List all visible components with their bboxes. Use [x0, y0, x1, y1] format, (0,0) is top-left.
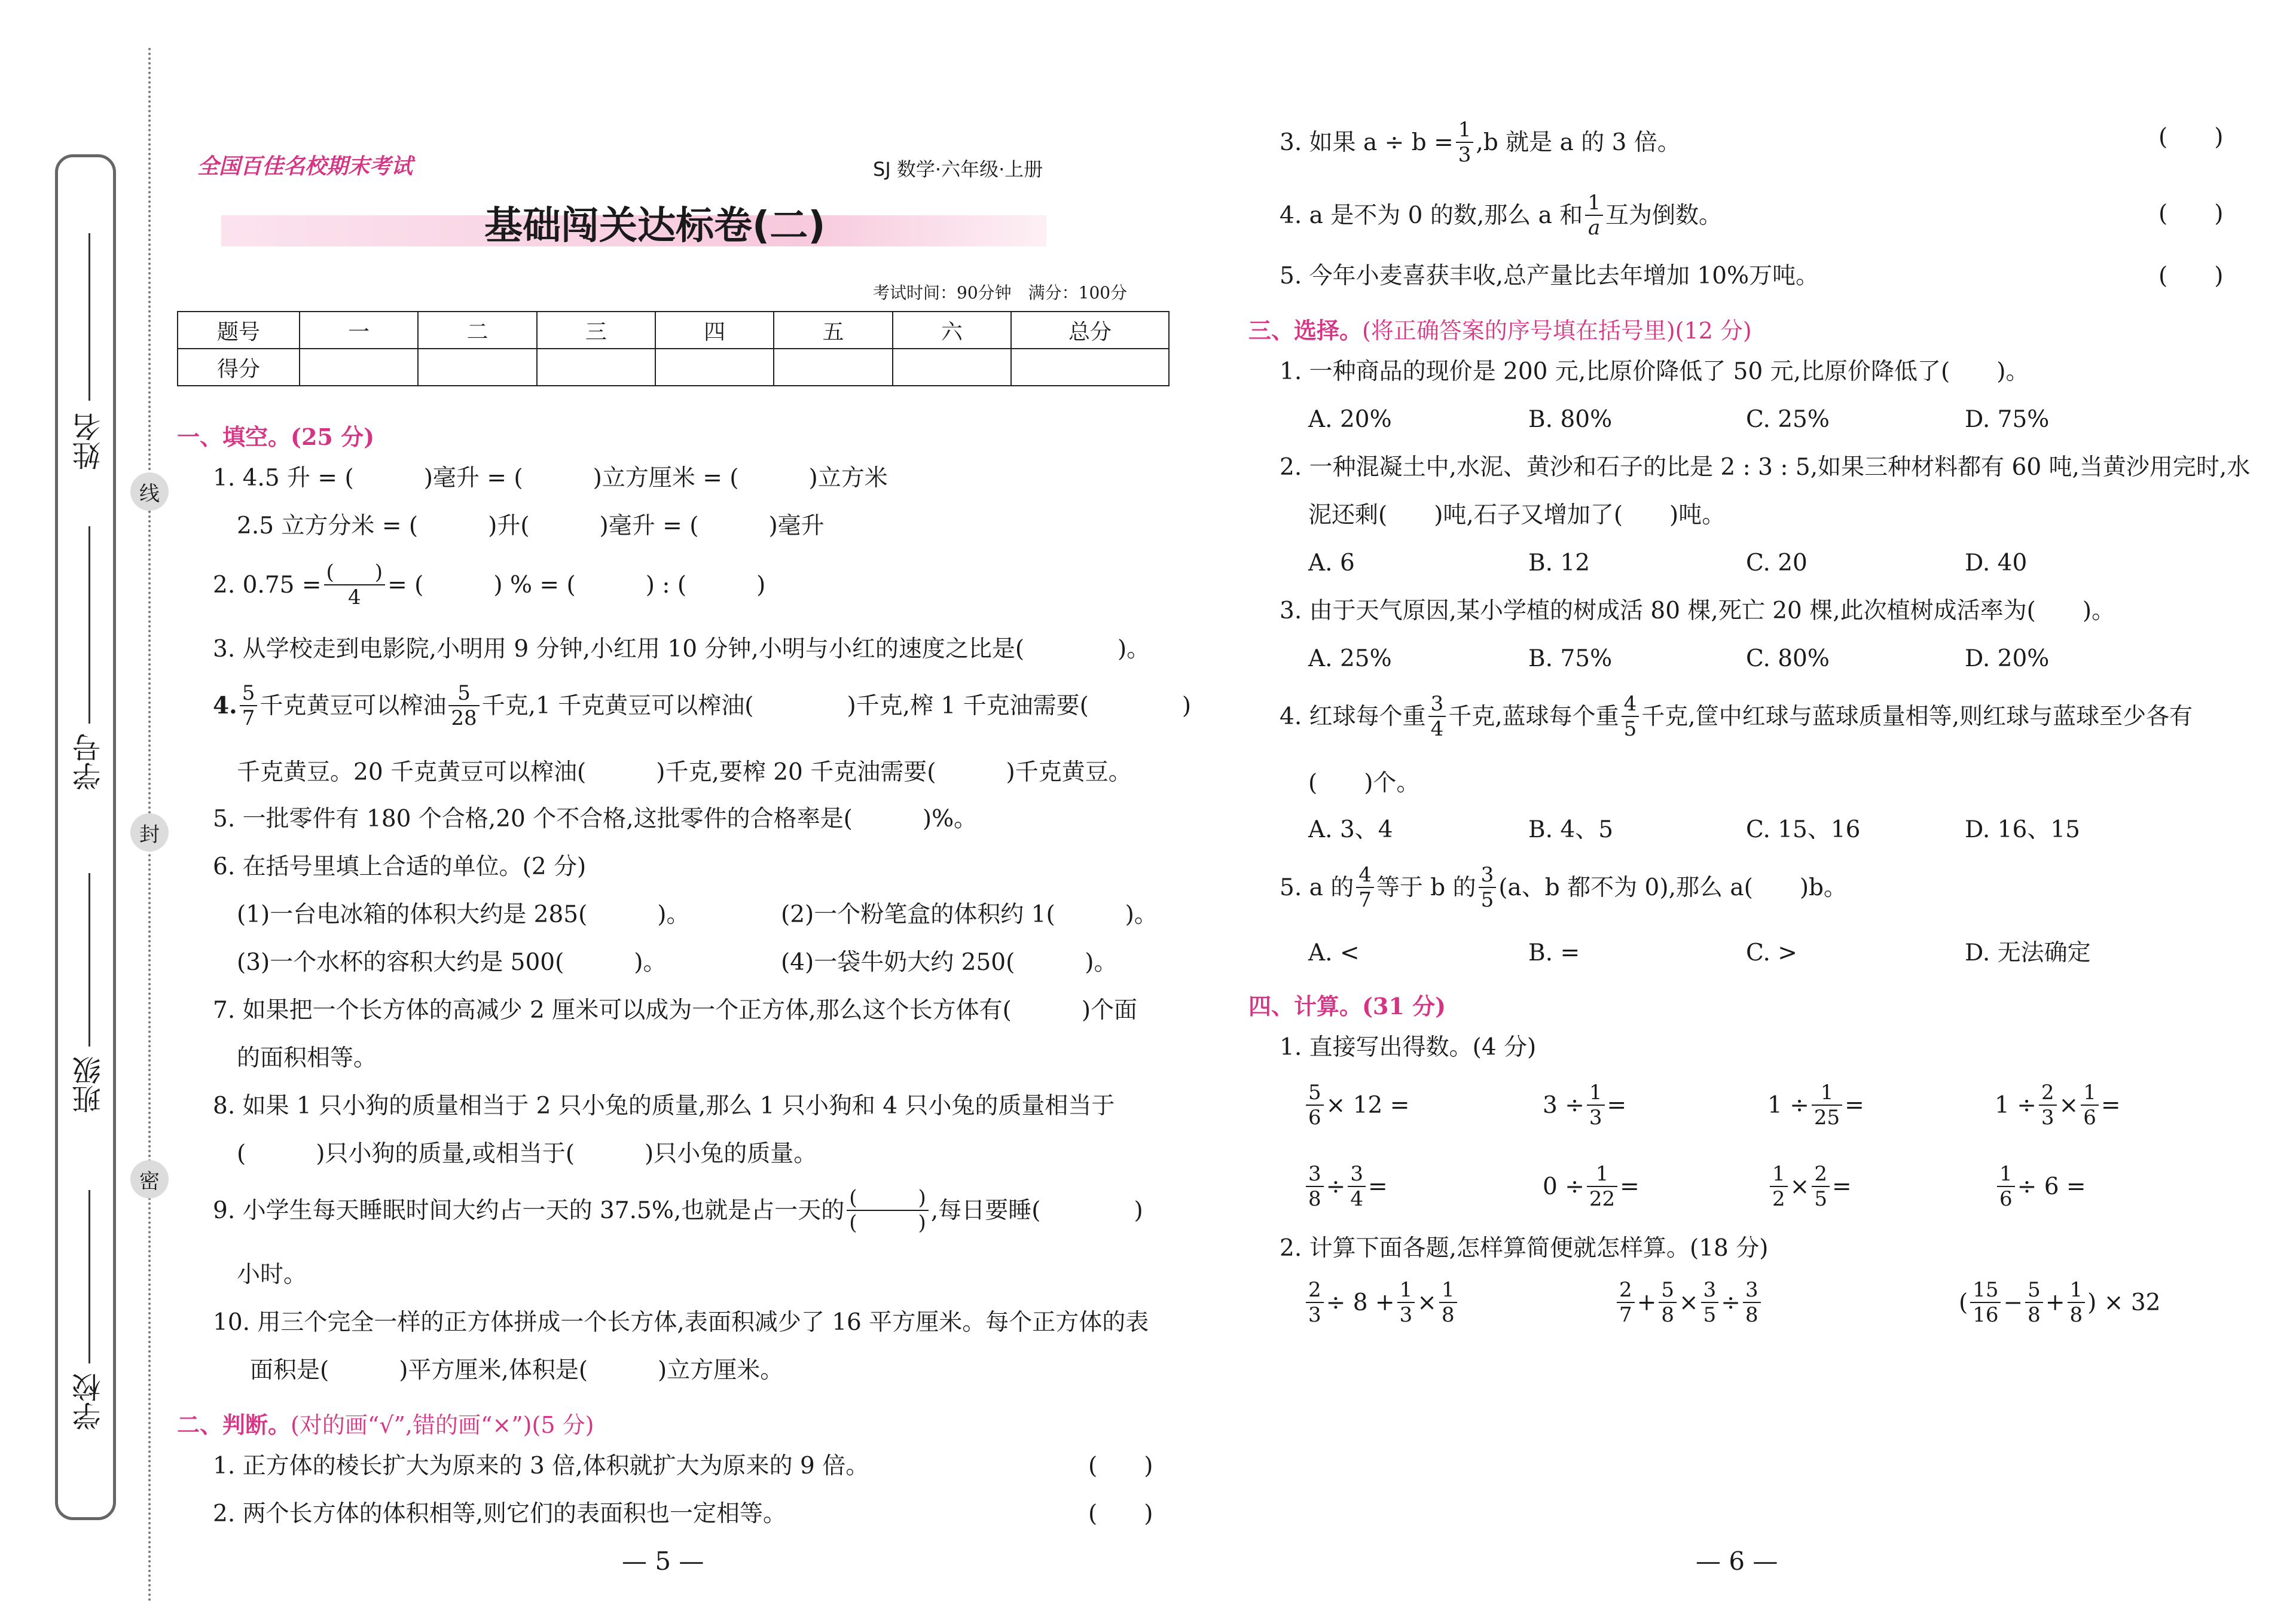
fraction-numerator: 1 — [1595, 1162, 1609, 1186]
choice-q1-option-b[interactable]: B. 80% — [1528, 406, 1613, 433]
fill-q2 — [213, 562, 765, 608]
choice-q4-option-b[interactable]: B. 4、5 — [1528, 816, 1614, 843]
fraction — [1306, 1164, 1324, 1209]
judge-q3-suffix: ,b 就是 a 的 3 倍。 — [1476, 129, 1681, 156]
choice-q4-option-c[interactable]: C. 15、16 — [1746, 816, 1861, 843]
score-cell: 题号 — [178, 312, 300, 349]
fraction — [2068, 1280, 2086, 1325]
fraction-four-fifths — [1622, 694, 1639, 739]
fraction — [1587, 1082, 1605, 1128]
fraction-numerator: 4 — [1358, 863, 1372, 887]
judge-q4-answer-paren[interactable]: ( ) — [2158, 200, 2224, 227]
fraction-denominator: 3 — [1589, 1106, 1602, 1130]
choice-q1-option-c[interactable]: C. 25% — [1746, 406, 1830, 433]
fraction-one-third — [1456, 120, 1474, 165]
score-cell: 四 — [655, 312, 774, 349]
operator: ) × 32 — [2087, 1289, 2161, 1316]
fill-q4-text2: 千克,1 千克黄豆可以榨油( )千克,榨 1 千克油需要( ) — [481, 692, 1192, 719]
fraction-denominator: 7 — [242, 706, 255, 730]
judge-q1: 1. 正方体的棱长扩大为原来的 3 倍,体积就扩大为原来的 9 倍。 — [213, 1453, 869, 1479]
section-2-title: 二、判断。 — [177, 1411, 291, 1438]
section-2-heading — [177, 1407, 594, 1439]
choice-q5 — [1280, 865, 1847, 910]
question-number: 4. — [213, 691, 237, 719]
fraction-numerator: 3 — [1480, 863, 1494, 887]
fraction-numerator: 1 — [1458, 118, 1471, 142]
seal-char-secret: 密 — [130, 1160, 169, 1198]
fraction-numerator: 1 — [1587, 191, 1601, 215]
fraction — [1348, 1164, 1366, 1209]
score-input-cell[interactable] — [1011, 349, 1169, 386]
fraction-numerator: ( ) — [849, 1186, 926, 1210]
section-2-note: (对的画“√”,错的画“×”)(5 分) — [291, 1412, 594, 1438]
choice-q4-option-d[interactable]: D. 16、15 — [1965, 816, 2080, 843]
fill-q3: 3. 从学校走到电影院,小明用 9 分钟,小红用 10 分钟,小明与小红的速度之比是( )。 — [213, 636, 1150, 663]
operator: ÷ — [1326, 1173, 1346, 1200]
choice-q2-line2: 泥还剩( )吨,石子又增加了( )吨。 — [1308, 502, 1726, 529]
fraction-denominator: 25 — [1813, 1106, 1840, 1130]
section-3-heading — [1248, 312, 1752, 345]
fraction-denominator: 4 — [1350, 1187, 1363, 1211]
fill-q7-line2: 的面积相等。 — [237, 1045, 377, 1072]
operator: − — [2003, 1289, 2023, 1316]
choice-q5-middle: 等于 b 的 — [1376, 874, 1476, 901]
score-cell: 六 — [893, 312, 1011, 349]
judge-q5: 5. 今年小麦喜获丰收,总产量比去年增加 10%万吨。 — [1280, 263, 1819, 289]
choice-q3-option-d[interactable]: D. 20% — [1965, 645, 2050, 672]
operator: × 12 = — [1326, 1091, 1410, 1119]
fraction — [1397, 1280, 1415, 1325]
fraction-denominator: 3 — [1308, 1303, 1321, 1327]
score-cell: 三 — [537, 312, 655, 349]
fraction-denominator: 6 — [1308, 1106, 1321, 1130]
fill-q6-4: (4)一袋牛奶大约 250( )。 — [781, 949, 1118, 976]
fraction-denominator: 22 — [1589, 1187, 1616, 1211]
fraction-numerator: 2 — [1308, 1278, 1321, 1302]
exam-info: 考试时间：90分钟 满分：100分 — [873, 283, 1128, 303]
score-input-cell[interactable] — [774, 349, 892, 386]
choice-q1-option-a[interactable]: A. 20% — [1308, 406, 1392, 433]
fill-q9-fraction — [847, 1188, 929, 1233]
score-table-score-row — [178, 349, 1169, 386]
operator: × — [1678, 1289, 1699, 1316]
operator: × — [1790, 1173, 1810, 1200]
class-label: 班级 — [72, 1056, 106, 1113]
judge-q1-answer-paren[interactable]: ( ) — [1088, 1453, 1153, 1479]
score-cell: 总分 — [1011, 312, 1169, 349]
choice-q5-option-a[interactable]: A. < — [1308, 939, 1360, 966]
choice-q2-option-b[interactable]: B. 12 — [1528, 550, 1590, 576]
fraction — [1701, 1280, 1719, 1325]
fraction-denominator: 7 — [1619, 1303, 1632, 1327]
seal-char-seal: 封 — [130, 813, 169, 852]
fraction-denominator: 8 — [1661, 1303, 1674, 1327]
fill-q2-prefix: 2. 0.75 = — [213, 571, 322, 599]
choice-q2-option-d[interactable]: D. 40 — [1965, 550, 2028, 576]
operator: ÷ 8 + — [1326, 1289, 1395, 1316]
fill-q10-line2: 面积是( )平方厘米,体积是( )立方厘米。 — [250, 1357, 784, 1384]
fraction — [1812, 1082, 1842, 1128]
fraction-numerator: 5 — [1661, 1278, 1674, 1302]
choice-q3: 3. 由于天气原因,某小学植的树成活 80 棵,死亡 20 棵,此次植树成活率为( )。 — [1280, 597, 2115, 624]
operator: = — [1367, 1173, 1388, 1200]
fraction — [1617, 1280, 1635, 1325]
fraction-numerator: 2 — [1814, 1162, 1827, 1186]
fraction-denominator: 4 — [1430, 717, 1444, 741]
calc-expr-11 — [1959, 1280, 2160, 1325]
fraction — [1659, 1280, 1677, 1325]
operand: 1 ÷ — [1767, 1091, 1809, 1119]
operator: + — [1636, 1289, 1657, 1316]
fraction-denominator: 5 — [1814, 1187, 1827, 1211]
operator: ÷ 6 = — [2017, 1173, 2086, 1200]
fraction — [1812, 1164, 1830, 1209]
fraction-one-over-a — [1585, 193, 1603, 238]
fraction-five-sevenths — [240, 683, 258, 728]
fraction-numerator: 5 — [242, 681, 255, 705]
calc-expr-3 — [1767, 1082, 1864, 1128]
fraction — [1439, 1280, 1457, 1325]
judge-q5-answer-paren[interactable]: ( ) — [2158, 263, 2224, 289]
operator: = — [1831, 1173, 1852, 1200]
section-4-heading: 四、计算。(31 分) — [1248, 993, 1446, 1020]
choice-q2-option-a[interactable]: A. 6 — [1308, 550, 1355, 576]
judge-q4 — [1280, 193, 1722, 238]
choice-q3-option-a[interactable]: A. 25% — [1308, 645, 1392, 672]
fraction-numerator: 2 — [2041, 1081, 2054, 1105]
choice-q5-prefix: 5. a 的 — [1280, 874, 1354, 901]
fraction-numerator: 3 — [1430, 692, 1444, 716]
operand: 3 ÷ — [1543, 1091, 1584, 1119]
calc-expr-4 — [1995, 1082, 2121, 1128]
choice-q2-line1: 2. 一种混凝土中,水泥、黄沙和石子的比是 2 : 3 : 5,如果三种材料都有 60 吨,当黄沙用完时,水 — [1280, 454, 2251, 481]
fraction-denominator: 8 — [1441, 1303, 1455, 1327]
score-cell: 二 — [418, 312, 536, 349]
calc-q2: 2. 计算下面各题,怎样算简便就怎样算。(18 分) — [1280, 1235, 1769, 1262]
choice-q5-option-d[interactable]: D. 无法确定 — [1965, 939, 2091, 966]
fill-q8-line1: 8. 如果 1 只小狗的质量相当于 2 只小兔的质量,那么 1 只小狗和 4 只小兔的质量相当于 — [213, 1093, 1115, 1119]
fill-q9-line2: 小时。 — [237, 1261, 307, 1288]
fraction-denominator: 5 — [1623, 717, 1637, 741]
judge-q2-answer-paren[interactable]: ( ) — [1088, 1500, 1153, 1527]
score-table — [177, 311, 1170, 386]
fraction-numerator: 1 — [1999, 1162, 2013, 1186]
name-label: 姓名 — [72, 413, 106, 470]
judge-q4-prefix: 4. a 是不为 0 的数,那么 a 和 — [1280, 202, 1583, 229]
fraction-numerator: 4 — [1623, 692, 1637, 716]
operator: + — [2045, 1289, 2065, 1316]
choice-q1-option-d[interactable]: D. 75% — [1965, 406, 2050, 433]
choice-q1: 1. 一种商品的现价是 200 元,比原价降低了 50 元,比原价降低了( )。 — [1280, 358, 2029, 385]
fill-q6-3: (3)一个水杯的容积大约是 500( )。 — [237, 949, 667, 976]
fraction-numerator: 3 — [1703, 1278, 1717, 1302]
fraction-numerator: 5 — [457, 681, 471, 705]
fraction-numerator: 1 — [2069, 1278, 2083, 1302]
page-title: 基础闯关达标卷(二) — [484, 204, 826, 248]
page-number-right: — 6 — — [1696, 1546, 1778, 1576]
fraction-denominator: 3 — [2041, 1106, 2054, 1130]
fraction-numerator: 1 — [1772, 1162, 1785, 1186]
choice-q4-option-a[interactable]: A. 3、4 — [1308, 816, 1393, 843]
choice-q2-option-c[interactable]: C. 20 — [1746, 550, 1808, 576]
fill-q10-line1: 10. 用三个完全一样的正方体拼成一个长方体,表面积减少了 16 平方厘米。每个正方体的表 — [213, 1309, 1149, 1336]
fill-q2-fraction — [324, 562, 386, 608]
fraction-denominator: ( ) — [849, 1211, 926, 1235]
calc-q1: 1. 直接写出得数。(4 分) — [1280, 1034, 1537, 1061]
fraction-numerator: 3 — [1308, 1162, 1321, 1186]
fraction-numerator: 5 — [1308, 1081, 1321, 1105]
operand: 0 ÷ — [1543, 1173, 1584, 1200]
fraction-denominator: 4 — [347, 585, 361, 609]
fraction — [1997, 1164, 2015, 1209]
operator: = — [1620, 1173, 1639, 1200]
calc-expr-2 — [1543, 1082, 1626, 1128]
operator: = — [1607, 1091, 1627, 1119]
fraction — [1970, 1280, 2001, 1325]
fill-q9-text2: ,每日要睡( ) — [930, 1197, 1143, 1224]
school-line — [88, 1190, 90, 1363]
fill-q4-line2: 千克黄豆。20 千克黄豆可以榨油( )千克,要榨 20 千克油需要( )千克黄豆。 — [237, 759, 1132, 786]
fraction-four-sevenths — [1356, 865, 1374, 910]
fraction-denominator: 5 — [1480, 888, 1494, 912]
name-line — [88, 233, 90, 401]
calc-expr-9 — [1303, 1280, 1460, 1325]
fill-q9-line1 — [213, 1188, 1143, 1233]
fraction-numerator: 3 — [1350, 1162, 1363, 1186]
judge-q2: 2. 两个长方体的体积相等,则它们的表面积也一定相等。 — [213, 1500, 787, 1527]
binding-box — [55, 154, 116, 1520]
fraction-numerator: 2 — [1619, 1278, 1632, 1302]
score-table-header-row — [178, 312, 1169, 349]
fill-q2-suffix: = ( ) % = ( ) : ( ) — [387, 571, 766, 599]
fraction-three-fifths — [1479, 865, 1497, 910]
student-id-line — [88, 526, 90, 724]
fraction-numerator: 1 — [1399, 1278, 1413, 1302]
fill-q6-1: (1)一台电冰箱的体积大约是 285( )。 — [237, 901, 690, 928]
fraction-numerator: 15 — [1973, 1278, 1999, 1302]
fraction-numerator: 5 — [2028, 1278, 2041, 1302]
choice-q4-line1 — [1280, 694, 2193, 739]
fraction-denominator: 6 — [1999, 1187, 2013, 1211]
calc-expr-6 — [1543, 1164, 1639, 1209]
choice-q4-suffix: 千克,筐中红球与蓝球质量相等,则红球与蓝球至少各有 — [1641, 703, 2193, 730]
choice-q5-option-b[interactable]: B. = — [1528, 939, 1580, 966]
operator: ( — [1959, 1289, 1968, 1316]
score-input-cell[interactable] — [893, 349, 1011, 386]
section-3-title: 三、选择。 — [1248, 317, 1363, 344]
score-input-cell[interactable] — [418, 349, 536, 386]
fraction-three-quarters — [1428, 694, 1446, 739]
fraction-numerator: 1 — [1820, 1081, 1834, 1105]
fill-q9-text1: 9. 小学生每天睡眠时间大约占一天的 37.5%,也就是占一天的 — [213, 1197, 845, 1224]
fraction-denominator: 5 — [1703, 1303, 1717, 1327]
calc-expr-7 — [1767, 1164, 1852, 1209]
score-input-cell[interactable] — [655, 349, 774, 386]
choice-q5-suffix: (a、b 都不为 0),那么 a( )b。 — [1498, 874, 1848, 901]
fraction-denominator: 16 — [1973, 1303, 1999, 1327]
judge-q3 — [1280, 120, 1681, 165]
score-cell: 得分 — [178, 349, 300, 386]
fraction-denominator: 8 — [1308, 1187, 1321, 1211]
fraction-denominator: 3 — [1458, 143, 1471, 167]
fraction-denominator: 3 — [1399, 1303, 1413, 1327]
fraction-denominator: a — [1587, 216, 1601, 240]
choice-q4-line2: ( )个。 — [1308, 770, 1420, 797]
score-cell: 一 — [300, 312, 418, 349]
fraction-numerator: 1 — [1441, 1278, 1455, 1302]
calc-expr-8 — [1995, 1164, 2086, 1209]
fill-q7-line1: 7. 如果把一个长方体的高减少 2 厘米可以成为一个正方体,那么这个长方体有( )个面 — [213, 997, 1138, 1024]
fill-q5: 5. 一批零件有 180 个合格,20 个不合格,这批零件的合格率是( )%。 — [213, 806, 978, 832]
school-label: 学校 — [72, 1373, 106, 1430]
class-line — [88, 873, 90, 1047]
fraction — [1587, 1164, 1617, 1209]
fraction-five-28ths — [448, 683, 479, 728]
fill-q4-text1: 千克黄豆可以榨油 — [259, 692, 447, 719]
operator: = — [1845, 1091, 1864, 1119]
fill-q1-line2: 2.5 立方分米 = ( )升( )毫升 = ( )毫升 — [237, 512, 825, 539]
calc-expr-1 — [1303, 1082, 1409, 1128]
fraction — [1770, 1164, 1788, 1209]
fraction-denominator: 7 — [1358, 888, 1372, 912]
fraction — [2039, 1082, 2057, 1128]
choice-q3-option-c[interactable]: C. 80% — [1746, 645, 1830, 672]
score-cell: 五 — [774, 312, 892, 349]
choice-q4-middle: 千克,蓝球每个重 — [1448, 703, 1619, 730]
fraction-denominator: 8 — [2028, 1303, 2041, 1327]
fill-q1-line1: 1. 4.5 升 = ( )毫升 = ( )立方厘米 = ( )立方米 — [213, 465, 888, 492]
fraction — [2025, 1280, 2043, 1325]
fraction-denominator: 8 — [1745, 1303, 1758, 1327]
operator: ÷ — [1721, 1289, 1741, 1316]
fill-q6: 6. 在括号里填上合适的单位。(2 分) — [213, 853, 587, 880]
fraction-numerator: 1 — [2083, 1081, 2096, 1105]
operator: = — [2100, 1091, 2121, 1119]
fill-q6-2: (2)一个粉笔盒的体积约 1( )。 — [781, 901, 1158, 928]
judge-q3-answer-paren[interactable]: ( ) — [2158, 124, 2224, 151]
brand-label: 全国百佳名校期末考试 — [197, 154, 413, 179]
fraction-numerator: 3 — [1745, 1278, 1758, 1302]
calc-expr-10 — [1614, 1280, 1763, 1325]
fraction-denominator: 28 — [451, 706, 477, 730]
seal-char-line: 线 — [130, 472, 169, 511]
section-1-heading: 一、填空。(25 分) — [177, 423, 375, 450]
subject-label: SJ 数学·六年级·上册 — [873, 158, 1043, 181]
choice-q3-option-b[interactable]: B. 75% — [1528, 645, 1613, 672]
fraction — [1306, 1280, 1324, 1325]
fraction — [1306, 1082, 1324, 1128]
student-id-label: 学号 — [72, 733, 106, 791]
fill-q4-line1 — [213, 683, 1191, 728]
fraction-numerator: ( ) — [326, 560, 383, 584]
fraction-numerator: 1 — [1589, 1081, 1602, 1105]
score-input-cell[interactable] — [300, 349, 418, 386]
operator: × — [2059, 1091, 2079, 1119]
fill-q8-line2: ( )只小狗的质量,或相当于( )只小兔的质量。 — [237, 1140, 817, 1167]
judge-q4-suffix: 互为倒数。 — [1605, 202, 1722, 229]
operand: 1 ÷ — [1995, 1091, 2037, 1119]
judge-q3-prefix: 3. 如果 a ÷ b = — [1280, 129, 1454, 156]
fraction-denominator: 2 — [1772, 1187, 1785, 1211]
operator: × — [1417, 1289, 1437, 1316]
fraction-denominator: 6 — [2083, 1106, 2096, 1130]
calc-expr-5 — [1303, 1164, 1388, 1209]
choice-q4-prefix: 4. 红球每个重 — [1280, 703, 1426, 730]
fraction-denominator: 8 — [2069, 1303, 2083, 1327]
section-3-note: (将正确答案的序号填在括号里)(12 分) — [1362, 318, 1752, 344]
choice-q5-option-c[interactable]: C. > — [1746, 939, 1797, 966]
score-input-cell[interactable] — [537, 349, 655, 386]
fraction — [2081, 1082, 2099, 1128]
fraction — [1743, 1280, 1761, 1325]
page-number-left: — 5 — — [622, 1546, 704, 1576]
